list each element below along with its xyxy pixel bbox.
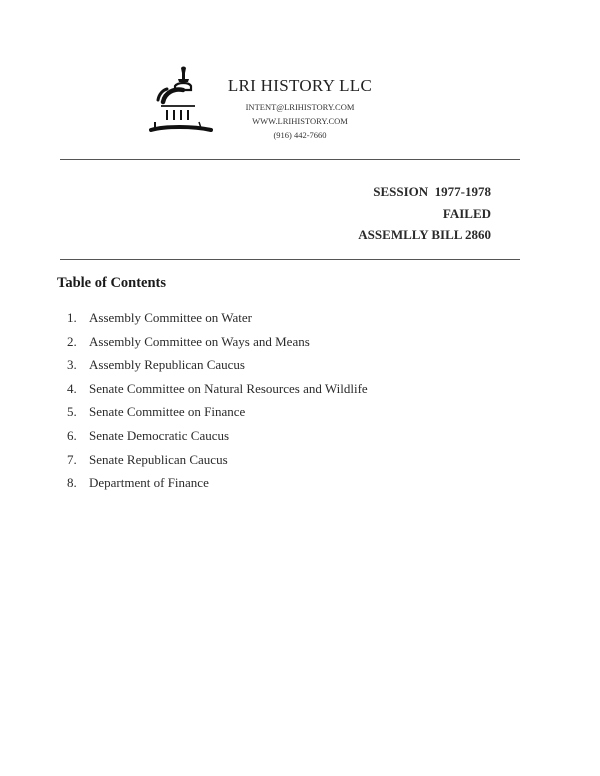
toc-item-label: Department of Finance [89, 475, 209, 491]
toc-list [67, 306, 368, 495]
toc-item-number: 6. [67, 427, 77, 443]
bill-name: ASSEMLLY BILL 2860 [358, 227, 491, 242]
toc-item[interactable] [67, 377, 368, 401]
toc-item[interactable] [67, 448, 368, 472]
toc-item[interactable] [67, 471, 368, 495]
company-name: LRI HISTORY LLC [227, 76, 373, 95]
company-email: INTENT@LRIHISTORY.COM [245, 102, 355, 112]
capitol-dome-icon [145, 64, 215, 140]
toc-item-number: 7. [67, 451, 77, 467]
toc-item-label: Assembly Committee on Ways and Means [89, 333, 310, 349]
toc-item-number: 5. [67, 404, 77, 420]
toc-item-label: Senate Democratic Caucus [89, 427, 230, 443]
toc-item[interactable] [67, 330, 368, 354]
bill-status: FAILED [442, 205, 491, 221]
company-phone: (916) 442-7660 [273, 130, 327, 140]
toc-item-number: 4. [67, 380, 77, 396]
toc-item-number: 1. [67, 310, 77, 325]
toc-item[interactable] [67, 353, 368, 377]
toc-title: Table of Contents [57, 275, 167, 291]
toc-item-number: 8. [67, 475, 77, 491]
bill-info-divider [60, 259, 520, 260]
company-website: WWW.LRIHISTORY.COM [252, 116, 348, 126]
bill-info [358, 181, 491, 246]
toc-item[interactable] [67, 400, 368, 424]
header-divider [60, 159, 520, 160]
toc-item[interactable] [67, 424, 368, 448]
session-label: SESSION 1977-1978 [373, 184, 491, 199]
company-contact-block [222, 76, 378, 142]
toc-item-label: Senate Republican Caucus [89, 451, 228, 467]
toc-item-number: 3. [67, 357, 77, 373]
toc-item-label: Senate Committee on Finance [89, 404, 246, 420]
toc-item[interactable] [67, 306, 368, 330]
toc-item-label: Assembly Republican Caucus [89, 357, 245, 373]
toc-item-label: Assembly Committee on Water [89, 310, 252, 325]
toc-item-label: Senate Committee on Natural Resources and Wildlife [89, 380, 368, 396]
toc-item-number: 2. [67, 333, 77, 349]
